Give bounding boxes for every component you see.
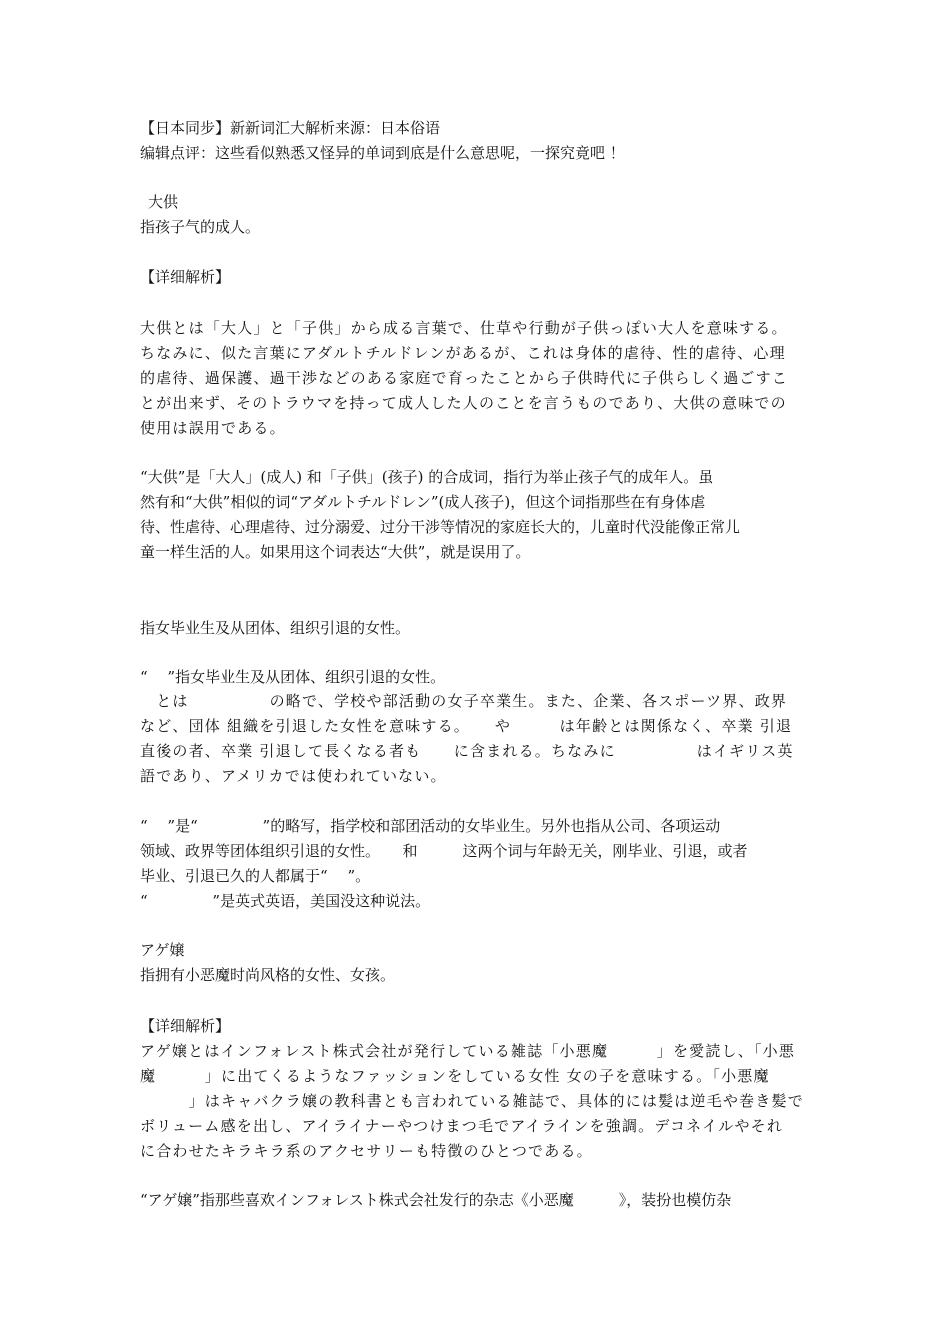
japanese-explanation bbox=[140, 316, 812, 441]
paragraph-line: など、団体 組織を引退した女性を意味する。 や は年齢とは関係なく、卒業 引退 bbox=[140, 717, 793, 735]
paragraph-line: 使用は誤用である。 bbox=[140, 419, 286, 437]
entry-ob-definition bbox=[140, 616, 812, 641]
paragraph-line: 待、性虐待、心理虐待、过分溺爱、过分干涉等情况的家庭长大的，儿童时代没能像正常儿 bbox=[140, 518, 741, 536]
entry-definition: 指女毕业生及从团体、组织引退的女性。 bbox=[140, 619, 411, 637]
paragraph-line: 领域、政界等团体组织引退的女性。 和 这两个词与年龄无关，刚毕业、引退，或者 bbox=[140, 842, 748, 860]
chinese-explanation bbox=[140, 1188, 812, 1213]
paragraph-line: ちなみに、似た言葉にアダルトチルドレンがあるが、これは身体的虐待、性的虐待、心理 bbox=[140, 344, 786, 362]
paragraph-line: アゲ嬢とはインフォレスト株式会社が発行している雑誌「小悪魔 」を愛読し、「小悪 bbox=[140, 1042, 796, 1060]
paragraph-line: 語であり、アメリカでは使われていない。 bbox=[140, 767, 447, 785]
editor-comment: 编辑点评：这些看似熟悉又怪异的单词到底是什么意思呢，一探究竟吧 ！ bbox=[140, 144, 625, 162]
paragraph-line: 大供とは「大人」と「子供」から成る言葉で、仕草や行動が子供っぽい大人を意味する。 bbox=[140, 319, 788, 337]
chinese-explanation bbox=[140, 465, 812, 565]
detail-heading-label: 【详细解析】 bbox=[140, 1017, 231, 1035]
paragraph-line: “アゲ嬢”指那些喜欢インフォレスト株式会社发行的杂志《小恶魔 》，装扮也模仿杂 bbox=[140, 1191, 732, 1209]
entry-definition: 指孩子气的成人。 bbox=[140, 218, 261, 236]
article-title: 【日本同步】新新词汇大解析来源：日本俗语 bbox=[140, 119, 441, 137]
japanese-explanation bbox=[140, 1039, 812, 1164]
paragraph-line: 毕业、引退已久的人都属于“ ”。 bbox=[140, 867, 371, 885]
paragraph-line: 」はキャバクラ嬢の教科書とも言われている雑誌で、具体的には髪は逆毛や巻き髪で bbox=[140, 1092, 804, 1110]
paragraph-line: に合わせたキラキラ系のアクセサリーも特徴のひとつである。 bbox=[140, 1142, 593, 1160]
paragraph-line: 童一样生活的人。如果用这个词表达“大供”，就是误用了。 bbox=[140, 543, 531, 561]
paragraph-line: 魔 」に出てくるようなファッションをしている女性 女の子を意味する。「小悪魔 bbox=[140, 1067, 770, 1085]
paragraph-line: “大供”是「大人」(成人) 和「子供」(孩子) 的合成词，指行为举止孩子气的成年人。虽 bbox=[140, 468, 714, 486]
paragraph-line: とは の略で、学校や部活動の女子卒業生。また、企業、各スポーツ界、政界 bbox=[140, 692, 788, 710]
entry-ob-intro bbox=[140, 665, 812, 690]
detail-heading bbox=[140, 1014, 812, 1039]
entry-ootomo-heading bbox=[140, 190, 812, 240]
paragraph-line: 直後の者、卒業 引退して長くなる者も に含まれる。ちなみに はイギリス英 bbox=[140, 742, 794, 760]
chinese-explanation bbox=[140, 814, 812, 914]
entry-agejou-heading bbox=[140, 938, 812, 988]
paragraph-line: “ ”是英式英语，美国没这种说法。 bbox=[140, 892, 431, 910]
paragraph-line: とが出来ず、そのトラウマを持って成人した人のことを言うものであり、大供の意味での bbox=[140, 394, 787, 412]
article-header bbox=[140, 116, 812, 166]
paragraph-line: “ ”是“ ”的略写，指学校和部团活动的女毕业生。另外也指从公司、各项运动 bbox=[140, 817, 721, 835]
entry-word: 大供 bbox=[148, 193, 179, 211]
detail-heading-label: 【详细解析】 bbox=[140, 268, 231, 286]
paragraph-line: 然有和“大供”相似的词“アダルトチルドレン”(成人孩子)，但这个词指那些在有身体虐 bbox=[140, 493, 706, 511]
entry-word: アゲ嬢 bbox=[140, 941, 185, 959]
japanese-explanation bbox=[140, 689, 812, 789]
paragraph-line: ボリューム感を出し、アイライナーやつけまつ毛でアイラインを強調。デコネイルやそれ bbox=[140, 1117, 784, 1135]
entry-definition: 指拥有小恶魔时尚风格的女性、女孩。 bbox=[140, 966, 396, 984]
detail-heading bbox=[140, 265, 812, 290]
intro-line: “ ”指女毕业生及从团体、组织引退的女性。 bbox=[140, 668, 446, 686]
paragraph-line: 的虐待、過保護、過干渉などのある家庭で育ったことから子供時代に子供らしく過ごすこ bbox=[140, 369, 789, 387]
